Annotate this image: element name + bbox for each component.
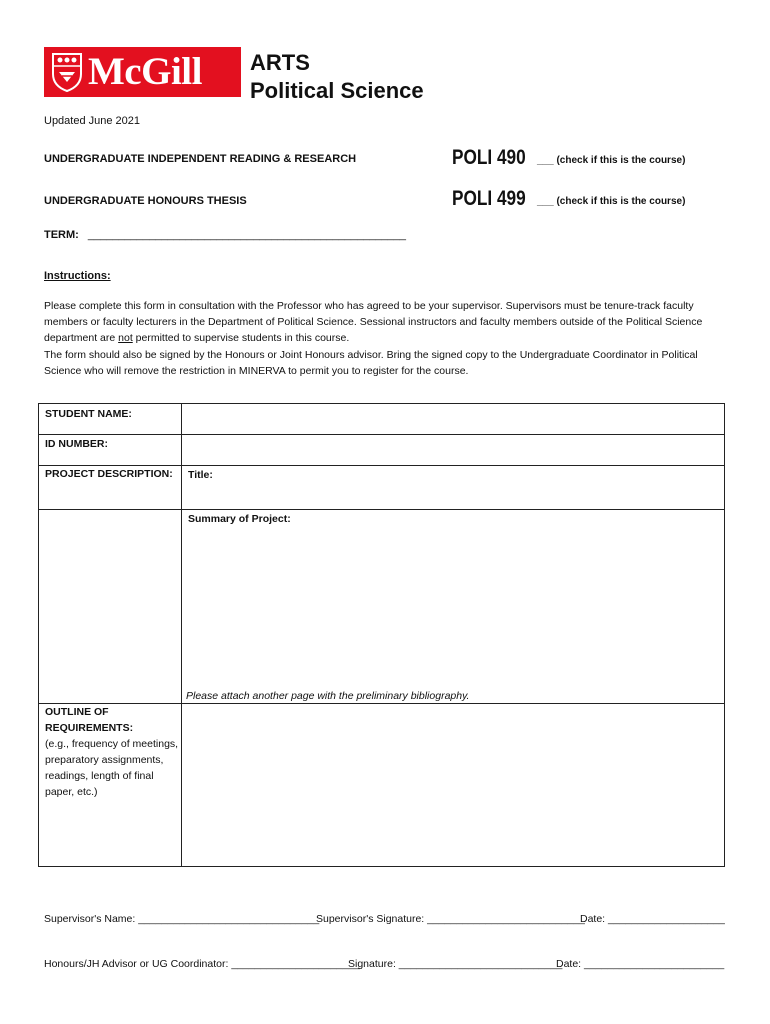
bibliography-note: Please attach another page with the preliminary bibliography. bbox=[186, 690, 470, 702]
updated-date: Updated June 2021 bbox=[44, 115, 141, 127]
crest-icon bbox=[51, 52, 83, 92]
outline-label: OUTLINE OF REQUIREMENTS: bbox=[45, 706, 134, 734]
instructions-text: permitted to supervise students in this course. bbox=[132, 332, 350, 345]
check-note: (check if this is the course) bbox=[556, 155, 686, 166]
date-field-1[interactable]: Date: ____________________ bbox=[580, 913, 725, 925]
term-label: TERM: bbox=[44, 229, 79, 241]
title-field[interactable] bbox=[182, 466, 724, 509]
supervisor-name-field[interactable]: Supervisor's Name: _______________________________ bbox=[44, 913, 320, 925]
check-blank[interactable]: ___ bbox=[537, 196, 554, 207]
student-name-field[interactable] bbox=[182, 404, 724, 434]
instructions-text: Please complete this form in consultation with the Professor who has agreed to be your supervisor. Supervisors must be tenure-track faculty members or faculty lecturers in the Department of Political Science. Sessional instructors and faculty members outside of the Political Science department are bbox=[44, 300, 703, 345]
project-form-table bbox=[38, 403, 725, 867]
mcgill-logo bbox=[44, 47, 241, 97]
advisor-field[interactable]: Honours/JH Advisor or UG Coordinator: ______________________ bbox=[44, 958, 360, 970]
check-blank[interactable]: ___ bbox=[537, 155, 554, 166]
course-label-499: UNDERGRADUATE HONOURS THESIS bbox=[44, 195, 247, 207]
term-blank[interactable]: ____________________________________________________ bbox=[87, 229, 407, 241]
supervisor-signature-field[interactable]: Supervisor's Signature: ___________________________ bbox=[316, 913, 585, 925]
id-number-field[interactable] bbox=[182, 435, 724, 465]
course-code-499: POLI 499 bbox=[452, 187, 526, 210]
logo-wordmark: McGill bbox=[88, 50, 202, 93]
course-label-490: UNDERGRADUATE INDEPENDENT READING & RESEARCH bbox=[44, 153, 357, 165]
instructions-not: not bbox=[118, 332, 133, 345]
outline-field[interactable] bbox=[182, 704, 724, 866]
id-number-label: ID NUMBER: bbox=[45, 438, 108, 450]
signature-field-2[interactable]: Signature: ____________________________ bbox=[348, 958, 563, 970]
faculty-title: ARTS bbox=[250, 50, 310, 75]
summary-label: Summary of Project: bbox=[188, 513, 291, 525]
outline-note: (e.g., frequency of meetings, preparatory assignments, readings, length of final paper, etc.) bbox=[45, 738, 179, 798]
summary-field[interactable] bbox=[182, 510, 724, 685]
instructions-heading: Instructions: bbox=[44, 270, 111, 282]
course-check-499[interactable] bbox=[537, 196, 685, 207]
instructions-paragraph-2: The form should also be signed by the Honours or Joint Honours advisor. Bring the signed copy to the Undergraduate Coordinator in Political Science who will remove the restriction in MINERVA to permit you to register for the course. bbox=[44, 348, 698, 377]
course-code-490: POLI 490 bbox=[452, 146, 526, 169]
instructions-paragraph-1 bbox=[44, 298, 730, 347]
title-label: Title: bbox=[188, 469, 213, 481]
course-check-490[interactable] bbox=[537, 155, 685, 166]
instructions-body bbox=[44, 298, 730, 379]
department-title: Political Science bbox=[250, 78, 424, 103]
student-name-label: STUDENT NAME: bbox=[45, 408, 132, 420]
term-field[interactable] bbox=[44, 229, 406, 241]
check-note: (check if this is the course) bbox=[556, 196, 686, 207]
project-description-label: PROJECT DESCRIPTION: bbox=[45, 468, 173, 480]
date-field-2[interactable]: Date: ________________________ bbox=[556, 958, 725, 970]
